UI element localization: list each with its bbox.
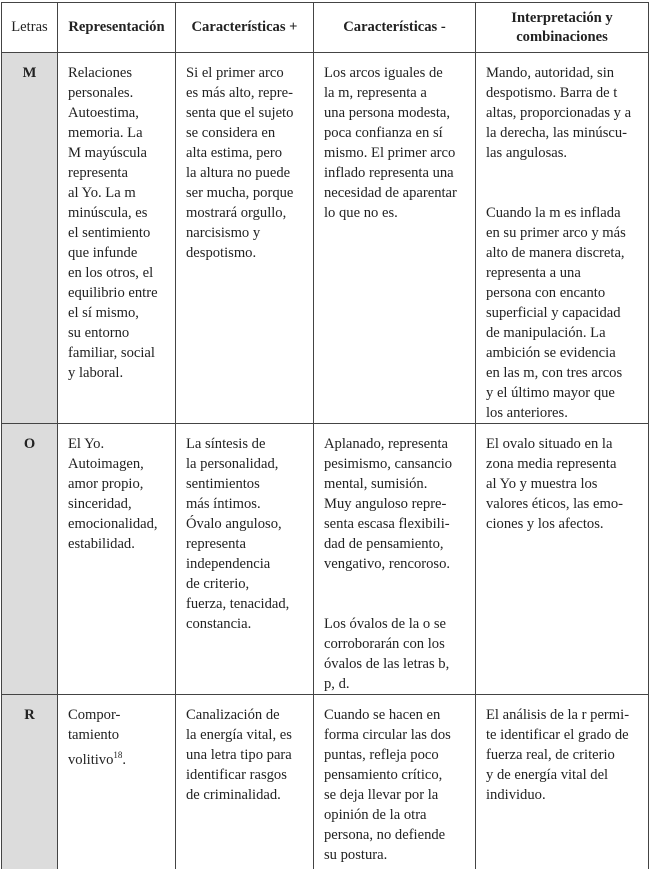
cell-text-line: El ovalo situado en la — [486, 436, 613, 452]
cell-interpretacion — [476, 53, 649, 424]
cell-text-line: Canalización de — [186, 707, 280, 723]
cell-text-line: te identificar el grado de — [486, 727, 629, 743]
cell-text-line: que infunde — [68, 245, 138, 261]
cell-text-line: minúscula, es — [68, 205, 148, 221]
cell-text-line: inflado representa una — [324, 165, 454, 181]
cell-text-line: la energía vital, es — [186, 727, 292, 743]
cell-text-line: en su primer arco y más — [486, 225, 626, 241]
cell-text-line: senta escasa flexibili- — [324, 516, 450, 532]
cell-text-line: personales. — [68, 85, 134, 101]
cell-text-line: más íntimos. — [186, 496, 261, 512]
cell-text-line: forma circular las dos — [324, 727, 451, 743]
header-caracteristicas-neg: Características - — [314, 3, 476, 53]
cell-text-line: Autoimagen, — [68, 456, 144, 472]
cell-text-line: pesimismo, cansancio — [324, 456, 453, 472]
cell-text-line: mismo. El primer arco — [324, 145, 456, 161]
cell-text-line: identificar rasgos — [186, 767, 287, 783]
cell-text-line: tamiento — [68, 727, 120, 743]
table-row-o — [2, 424, 649, 695]
cell-text-line: de criterio, — [186, 576, 250, 592]
cell-text-line: una persona modesta, — [324, 105, 451, 121]
cell-text-line: alto de manera discreta, — [486, 245, 625, 261]
cell-text-line: vengativo, rencoroso. — [324, 556, 451, 572]
cell-text-line: corroborarán con los — [324, 636, 445, 652]
cell-text-line: El Yo. — [68, 436, 105, 452]
cell-text-line: al Yo. La m — [68, 185, 136, 201]
cell-text-line — [486, 163, 642, 183]
cell-text: volitivo — [68, 751, 114, 768]
footnote-ref[interactable]: 18 — [113, 750, 123, 760]
cell-text-line: en los otros, el — [68, 265, 154, 281]
cell-text-line: Óvalo anguloso, — [186, 516, 282, 532]
cell-text-line: M mayúscula — [68, 145, 148, 161]
cell-text-line — [324, 594, 469, 614]
cell-text-line: senta que el sujeto — [186, 105, 294, 121]
cell-text-line: al Yo y muestra los — [486, 476, 598, 492]
cell-text-line: altas, proporcionadas y a — [486, 105, 632, 121]
cell-text-line: lo que no es. — [324, 205, 398, 221]
cell-text-line: los anteriores. — [486, 405, 568, 421]
cell-text-line: independencia — [186, 556, 271, 572]
cell-text-line: la derecha, las minúscu- — [486, 125, 628, 141]
cell-text-line: Aplanado, representa — [324, 436, 448, 452]
cell-text-line: Cuando se hacen en — [324, 707, 441, 723]
header-letras: Letras — [2, 3, 58, 53]
cell-text-line: emocionalidad, — [68, 516, 158, 532]
cell-text-line: su entorno — [68, 325, 130, 341]
cell-text-line: Relaciones — [68, 65, 133, 81]
header-interpretacion — [476, 3, 649, 53]
cell-text-line: una letra tipo para — [186, 747, 292, 763]
cell-text-line: dad de pensamiento, — [324, 536, 444, 552]
cell-text-line: Mando, autoridad, sin — [486, 65, 615, 81]
cell-text-line: óvalos de las letras b, — [324, 656, 450, 672]
cell-text-line: y laboral. — [68, 365, 124, 381]
cell-text-line: la personalidad, — [186, 456, 279, 472]
cell-text-line: en las m, con tres arcos — [486, 365, 623, 381]
cell-caracteristicas-neg — [314, 424, 476, 695]
cell-text-line: Los óvalos de la o se — [324, 616, 446, 632]
cell-text-line: sinceridad, — [68, 496, 132, 512]
cell-text-line: de manipulación. La — [486, 325, 606, 341]
cell-text-line: despotismo. Barra de t — [486, 85, 618, 101]
cell-text-line — [324, 574, 469, 594]
cell-text-line: equilibrio entre — [68, 285, 158, 301]
cell-caracteristicas-pos — [176, 53, 314, 424]
cell-text-line: valores éticos, las emo- — [486, 496, 623, 512]
cell-text-line: y el último mayor que — [486, 385, 615, 401]
cell-text-line: memoria. La — [68, 125, 143, 141]
cell-text-line: puntas, refleja poco — [324, 747, 439, 763]
cell-text-line: mental, sumisión. — [324, 476, 428, 492]
cell-text-line: el sí mismo, — [68, 305, 139, 321]
cell-text-line: p, d. — [324, 676, 350, 692]
header-representacion: Representación — [58, 3, 176, 53]
letter-cell: R — [2, 695, 58, 869]
cell-text-line: narcisismo y — [186, 225, 261, 241]
cell-caracteristicas-neg — [314, 695, 476, 869]
cell-text-line: y de energía vital del — [486, 767, 609, 783]
cell-text-line: amor propio, — [68, 476, 144, 492]
cell-text-line: la altura no puede — [186, 165, 291, 181]
cell-text-line: las angulosas. — [486, 145, 568, 161]
table-header-row — [2, 3, 649, 53]
cell-representacion — [58, 695, 176, 869]
cell-text-line: superficial y capacidad — [486, 305, 621, 321]
cell-text-line: poca confianza en sí — [324, 125, 443, 141]
cell-caracteristicas-pos — [176, 695, 314, 869]
cell-text-line: necesidad de aparentar — [324, 185, 457, 201]
cell-text-line: Si el primer arco — [186, 65, 284, 81]
cell-text-line: es más alto, repre- — [186, 85, 293, 101]
cell-text-line: La síntesis de — [186, 436, 266, 452]
cell-text-line: mostrará orgullo, — [186, 205, 287, 221]
cell-text-line: persona, no defiende — [324, 827, 446, 843]
cell-text-line — [486, 183, 642, 203]
cell-text-line: fuerza, tenacidad, — [186, 596, 290, 612]
cell-text-line: individuo. — [486, 787, 546, 803]
letter-cell: O — [2, 424, 58, 695]
cell-text-line: estabilidad. — [68, 536, 135, 552]
cell-caracteristicas-neg — [314, 53, 476, 424]
cell-interpretacion — [476, 424, 649, 695]
cell-text-line: pensamiento crítico, — [324, 767, 443, 783]
cell-text-line: se considera en — [186, 125, 276, 141]
cell-text-line: ciones y los afectos. — [486, 516, 604, 532]
cell-representacion — [58, 424, 176, 695]
cell-text-line: Los arcos iguales de — [324, 65, 443, 81]
cell-text-line: su postura. — [324, 847, 388, 863]
cell-text-line: ser mucha, porque — [186, 185, 294, 201]
header-caracteristicas-pos: Características + — [176, 3, 314, 53]
graphology-table — [1, 2, 649, 869]
cell-text-line: Cuando la m es inflada — [486, 205, 621, 221]
cell-text-line: representa — [186, 536, 246, 552]
cell-text-line: fuerza real, de criterio — [486, 747, 615, 763]
cell-text-line: representa — [68, 165, 128, 181]
cell-text-line: ambición se evidencia — [486, 345, 616, 361]
cell-text-line: El análisis de la r permi- — [486, 707, 630, 723]
cell-text-line: persona con encanto — [486, 285, 606, 301]
letter-cell: M — [2, 53, 58, 424]
cell-text-line — [68, 745, 169, 768]
cell-text-line: representa a una — [486, 265, 581, 281]
cell-text-line: la m, representa a — [324, 85, 427, 101]
cell-text-line: el sentimiento — [68, 225, 151, 241]
cell-text-line: de criminalidad. — [186, 787, 281, 803]
cell-text-line: alta estima, pero — [186, 145, 283, 161]
cell-text-line: Autoestima, — [68, 105, 139, 121]
cell-interpretacion — [476, 695, 649, 869]
cell-text-line: Muy anguloso repre- — [324, 496, 447, 512]
table-row-m — [2, 53, 649, 424]
cell-text-line: Compor- — [68, 707, 121, 723]
cell-text-line: se deja llevar por la — [324, 787, 439, 803]
cell-text-line: constancia. — [186, 616, 252, 632]
cell-caracteristicas-pos — [176, 424, 314, 695]
footnote-punct: . — [122, 751, 127, 768]
cell-representacion — [58, 53, 176, 424]
cell-text-line: zona media representa — [486, 456, 617, 472]
cell-text-line: familiar, social — [68, 345, 155, 361]
cell-text-line: sentimientos — [186, 476, 260, 492]
cell-text-line: opinión de la otra — [324, 807, 427, 823]
header-interpretacion-line: Interpretación y — [511, 9, 613, 26]
table-row-r — [2, 695, 649, 869]
header-interpretacion-line: combinaciones — [516, 28, 608, 45]
cell-text-line: despotismo. — [186, 245, 257, 261]
